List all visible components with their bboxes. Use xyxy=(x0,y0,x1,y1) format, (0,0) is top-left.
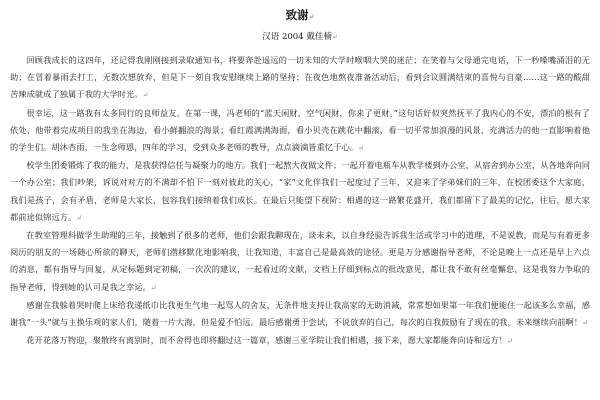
body-paragraph xyxy=(10,332,590,350)
body-paragraph xyxy=(10,105,590,158)
title-text: 致谢 xyxy=(285,8,309,22)
paragraph-text: 在教室管理科做学生助理的三年，接触到了很多的老师，他们会跟我聊现在，谈未来，以自身经验告诉我生活或学习中的道理，不是说教，而是与有着更多阅历的朋友的一场随心所欲的聊天，老师们潜移默化地影响我，让我知道，丰富自己是最高效的途径。更是万分感谢指导老师，不论是晚上一点还是早上六点的消息，都有指导与回复，从定标题到定初稿，一次次的建议，一起看过的文献，文档上仔细到标点的批改意见，都让我不敢有丝毫懈怠，这是我努力争取的指导老师，得到她的认可是我之幸运。 xyxy=(10,230,590,292)
paragraph-mark-icon: ↵ xyxy=(76,213,83,222)
body-paragraph xyxy=(10,157,590,227)
paragraph-mark-icon: ↵ xyxy=(150,283,157,292)
paragraph-text: 感谢在我躲着哭时爬上床给我递纸巾比我更生气地一起骂人的舍友，无条件地支持让我高家的无助消减，常常想如果第一年我们便能住一起该多么幸福，感谢我“一头”就与主换乐观的家人们，随着一片大海，但是爱不怕远。最后感谢勇于尝试，不说放弃的自己，每次的自我鼓励有了现在的我，未来继续向前啊！ xyxy=(10,299,590,328)
paragraph-mark-icon: ↵ xyxy=(582,319,589,328)
body-paragraph xyxy=(10,227,590,297)
paragraph-mark-icon: ↵ xyxy=(507,337,514,346)
body-paragraph xyxy=(10,52,590,105)
paragraph-mark-icon: ↵ xyxy=(142,91,149,100)
paragraph-text: 回顾我成长的这四年，还记得我刚刚接到录取通知书，将要奔赴遥远的一切未知的大学时喉咽大哭的迷茫；在笑着与父母通完电话，下一秒嗓嘴涌泪的无助；在冒着暴雨去打工，无数次想放弃，但是下一刻自我安慰继续上路的坚持；在夜色地熬夜准备活动后，看到会议圆满结束的喜悦与自豪……这一路的酸甜苦辣成就成了独属于我的大学时光。 xyxy=(10,55,590,100)
paragraph-mark-icon: ↵ xyxy=(358,144,365,153)
author-line xyxy=(10,32,590,43)
paragraph-mark-icon: ↵ xyxy=(308,12,315,21)
paragraph-text: 花开花落万物迎，聚散终有离别时，而不舍得也即将翻过这一篇章，感谢三亚学院让我们相遇，接下来，愿大家都能奔向诗和远方！ xyxy=(26,335,508,346)
paragraph-text: 校学生团委锻炼了我的能力，是我获得信任与凝聚力的地方。我们一起熬大夜做文件；一起开着电瓶车从教学楼到办公室，从宿舍到办公室，从各地奔向同一个办公室；我们吵架，诉说对对方的不满却不怕下一刻对彼此的关心，“家”文化伴我们一起度过了三年，又迎来了学弟妹们的三年，在校团委这个大家庭，我们是孩子，会有矛盾，老师是大家长，包容我们接纳着我们成长。在最后只能望下视阶：相遇的这一路繁花盛开，我们都留下了最美的记忆，往后，愿大家都前途似锦远方。 xyxy=(10,160,590,222)
body-paragraph xyxy=(10,297,590,332)
document-title xyxy=(10,8,590,24)
author-text: 汉语 2004 戴佳楠 xyxy=(262,32,332,42)
paragraph-text: 很幸运，这一路我有太多同行的良师益友。在第一课，冯老师的“蓝天闲财，空气闲财，你来了更财。”这句话好似突然抚平了我内心的不安，漂泊的根有了依处，他带着完成项目的我坐在海边，看小鲜翻浪的海景；看红霞满满海面，看小贝壳在跳花中翻滚，看一切平常加浪漫的风景，充满活力的他一直影响着他的学生们。胡沐杏雨，一生念师恩，四年的学习，受到众多老师的教导，点点滴滴皆重忆于心。 xyxy=(10,107,590,153)
paragraph-mark-icon: ↵ xyxy=(331,33,338,41)
